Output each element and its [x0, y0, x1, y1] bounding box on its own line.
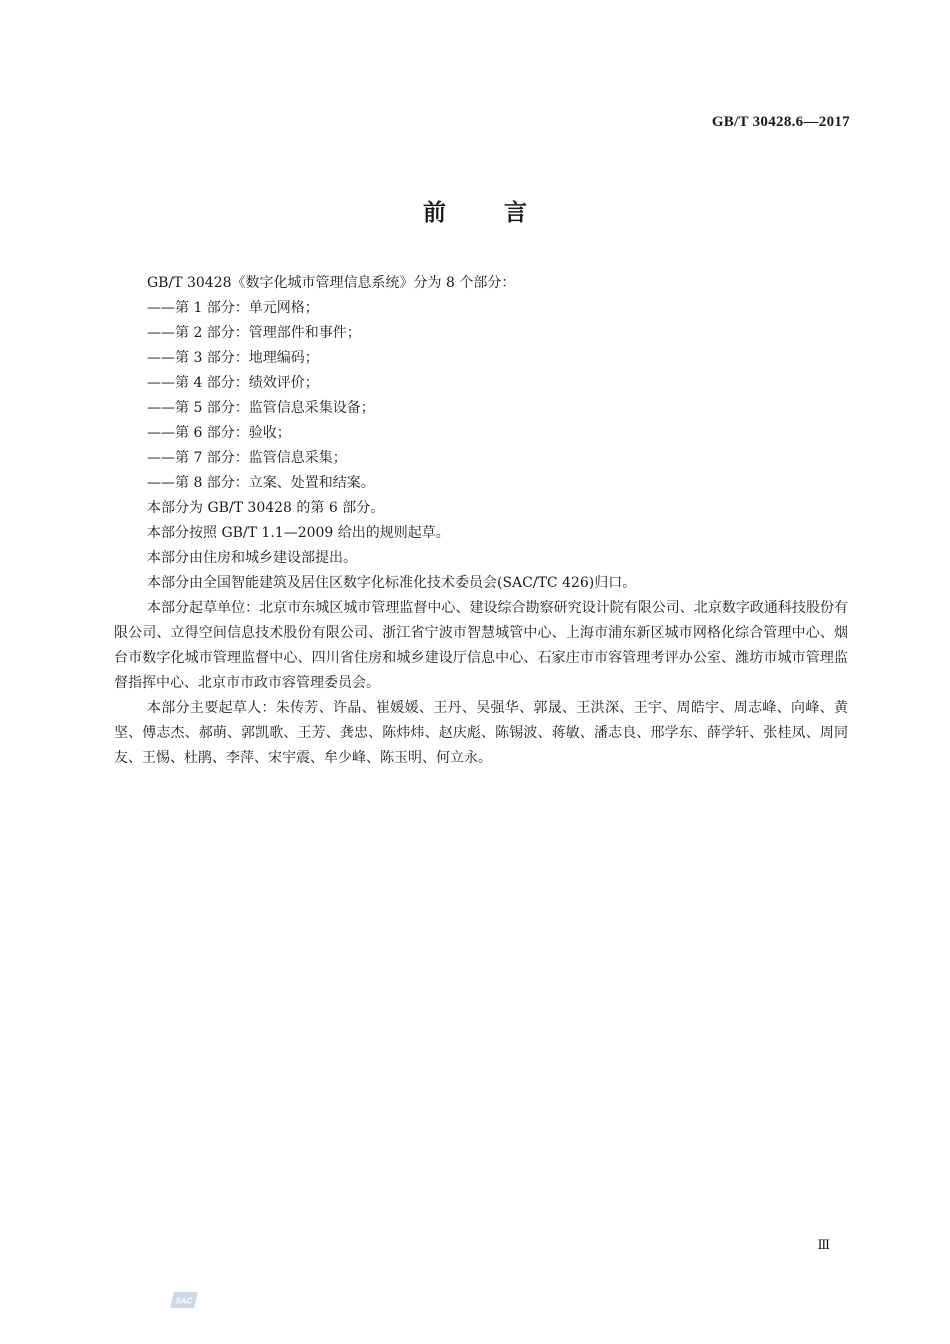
paragraph-intro: GB/T 30428《数字化城市管理信息系统》分为 8 个部分：	[147, 275, 516, 291]
page-number: Ⅲ	[817, 1237, 830, 1252]
sac-logo	[170, 1290, 200, 1310]
paragraph-drafters: 本部分主要起草人：朱传芳、许晶、崔媛媛、王丹、吴强华、郭晟、王洪深、王宇、周皓宇、周志峰、向峰、黄坚、傅志杰、郝萌、郭凯歌、王芳、龚忠、陈炜炜、赵庆彪、陈锡波、蒋敏、潘志良、邢学东、薛学轩、张桂凤、周同友、王惕、杜鹃、李萍、宋宇震、牟少峰、陈玉明、何立永。	[114, 700, 848, 766]
list-item-part-6: ——第 6 部分：验收；	[147, 425, 291, 441]
paragraph-proposer: 本部分由住房和城乡建设部提出。	[147, 550, 357, 566]
list-item-part-2: ——第 2 部分：管理部件和事件；	[147, 325, 361, 341]
svg-text:SAC: SAC	[175, 1296, 193, 1306]
paragraph-part-statement: 本部分为 GB/T 30428 的第 6 部分。	[147, 500, 385, 516]
list-item-part-4: ——第 4 部分：绩效评价；	[147, 375, 319, 391]
list-item-part-8: ——第 8 部分：立案、处置和结案。	[147, 475, 375, 491]
list-item-part-3: ——第 3 部分：地理编码；	[147, 350, 319, 366]
list-item-part-1: ——第 1 部分：单元网格；	[147, 300, 319, 316]
paragraph-drafting-units: 本部分起草单位：北京市东城区城市管理监督中心、建设综合勘察研究设计院有限公司、北京数字政通科技股份有限公司、立得空间信息技术股份有限公司、浙江省宁波市智慧城管中心、上海市浦东新区城市网格化综合管理中心、烟台市数字化城市管理监督中心、四川省住房和城乡建设厅信息中心、石家庄市市容管理考评办公室、潍坊市城市管理监督指挥中心、北京市市政市容管理委员会。	[114, 600, 848, 691]
standard-code: GB/T 30428.6—2017	[711, 114, 850, 130]
list-item-part-7: ——第 7 部分：监管信息采集；	[147, 450, 347, 466]
page-title: 前言	[423, 200, 585, 226]
paragraph-committee: 本部分由全国智能建筑及居住区数字化标准化技术委员会(SAC/TC 426)归口。	[147, 575, 637, 591]
document-body	[114, 271, 848, 771]
paragraph-drafting-rules: 本部分按照 GB/T 1.1—2009 给出的规则起草。	[147, 525, 450, 541]
list-item-part-5: ——第 5 部分：监管信息采集设备；	[147, 400, 375, 416]
